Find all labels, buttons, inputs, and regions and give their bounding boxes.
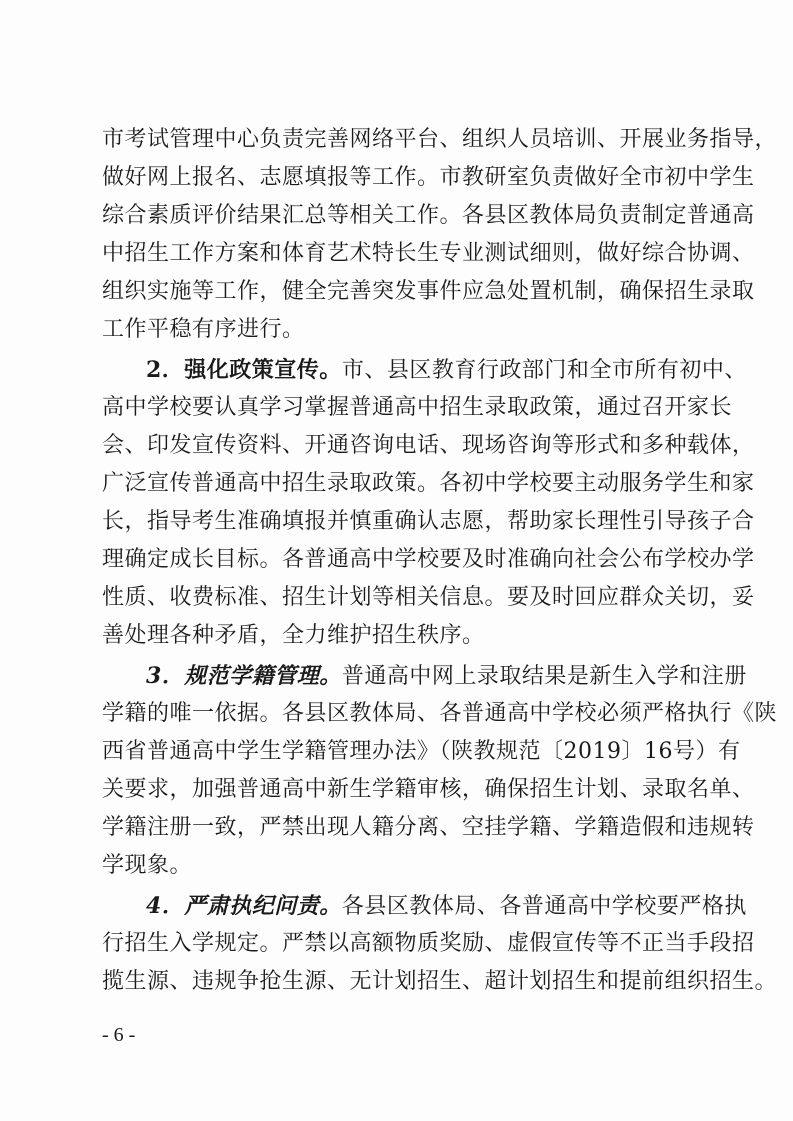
paragraph-line: 西省普通高中学生学籍管理办法》（陕教规范〔2019〕16号）有 — [102, 739, 741, 764]
paragraph-line: 高中学校要认真学习掌握普通高中招生录取政策，通过召开家长 — [102, 395, 733, 420]
paragraph-line: 综合素质评价结果汇总等相关工作。各县区教体局负责制定普通高 — [102, 203, 755, 228]
section-4-first-line-text: 各县区教体局、各普通高中学校要严格执 — [341, 894, 747, 919]
page-number: - 6 - — [102, 1024, 136, 1046]
section-3-first-line — [146, 663, 747, 690]
section-2-heading: 2．强化政策宣传。 — [146, 357, 342, 383]
section-4-first-line — [146, 893, 747, 920]
paragraph-line: 性质、收费标准、招生计划等相关信息。要及时回应群众关切，妥 — [102, 585, 755, 610]
paragraph-line: 善处理各种矛盾，全力维护招生秩序。 — [102, 623, 485, 648]
paragraph-line: 会、印发宣传资料、开通咨询电话、现场咨询等形式和多种载体， — [102, 433, 755, 458]
section-4-heading: 4．严肃执纪问责。 — [146, 893, 342, 919]
paragraph-line: 组织实施等工作，健全完善突发事件应急处置机制，确保招生录取 — [102, 279, 755, 304]
section-3-first-line-text: 普通高中网上录取结果是新生入学和注册 — [341, 664, 747, 689]
paragraph-line: 理确定成长目标。各普通高中学校要及时准确向社会公布学校办学 — [102, 547, 755, 572]
paragraph-line: 工作平稳有序进行。 — [102, 317, 305, 342]
section-2-first-line — [146, 357, 747, 384]
paragraph-line: 揽生源、违规争抢生源、无计划招生、超计划招生和提前组织招生。 — [102, 969, 778, 994]
paragraph-line: 学现象。 — [102, 853, 193, 878]
paragraph-line: 行招生入学规定。严禁以高额物质奖励、虚假宣传等不正当手段招 — [102, 931, 755, 956]
paragraph-line: 广泛宣传普通高中招生录取政策。各初中学校要主动服务学生和家 — [102, 471, 755, 496]
paragraph-line: 学籍注册一致，严禁出现人籍分离、空挂学籍、学籍造假和违规转 — [102, 815, 755, 840]
paragraph-line: 市考试管理中心负责完善网络平台、组织人员培训、开展业务指导， — [102, 127, 778, 152]
paragraph-line: 长，指导考生准确填报并慎重确认志愿，帮助家长理性引导孩子合 — [102, 509, 755, 534]
paragraph-line: 关要求，加强普通高中新生学籍审核，确保招生计划、录取名单、 — [102, 777, 755, 802]
paragraph-line: 学籍的唯一依据。各县区教体局、各普通高中学校必须严格执行《陕 — [102, 701, 778, 726]
section-2-first-line-text: 市、县区教育行政部门和全市所有初中、 — [341, 358, 747, 383]
paragraph-line: 做好网上报名、志愿填报等工作。市教研室负责做好全市初中学生 — [102, 165, 755, 190]
paragraph-line: 中招生工作方案和体育艺术特长生专业测试细则，做好综合协调、 — [102, 241, 755, 266]
section-3-heading: 3．规范学籍管理。 — [146, 663, 342, 689]
